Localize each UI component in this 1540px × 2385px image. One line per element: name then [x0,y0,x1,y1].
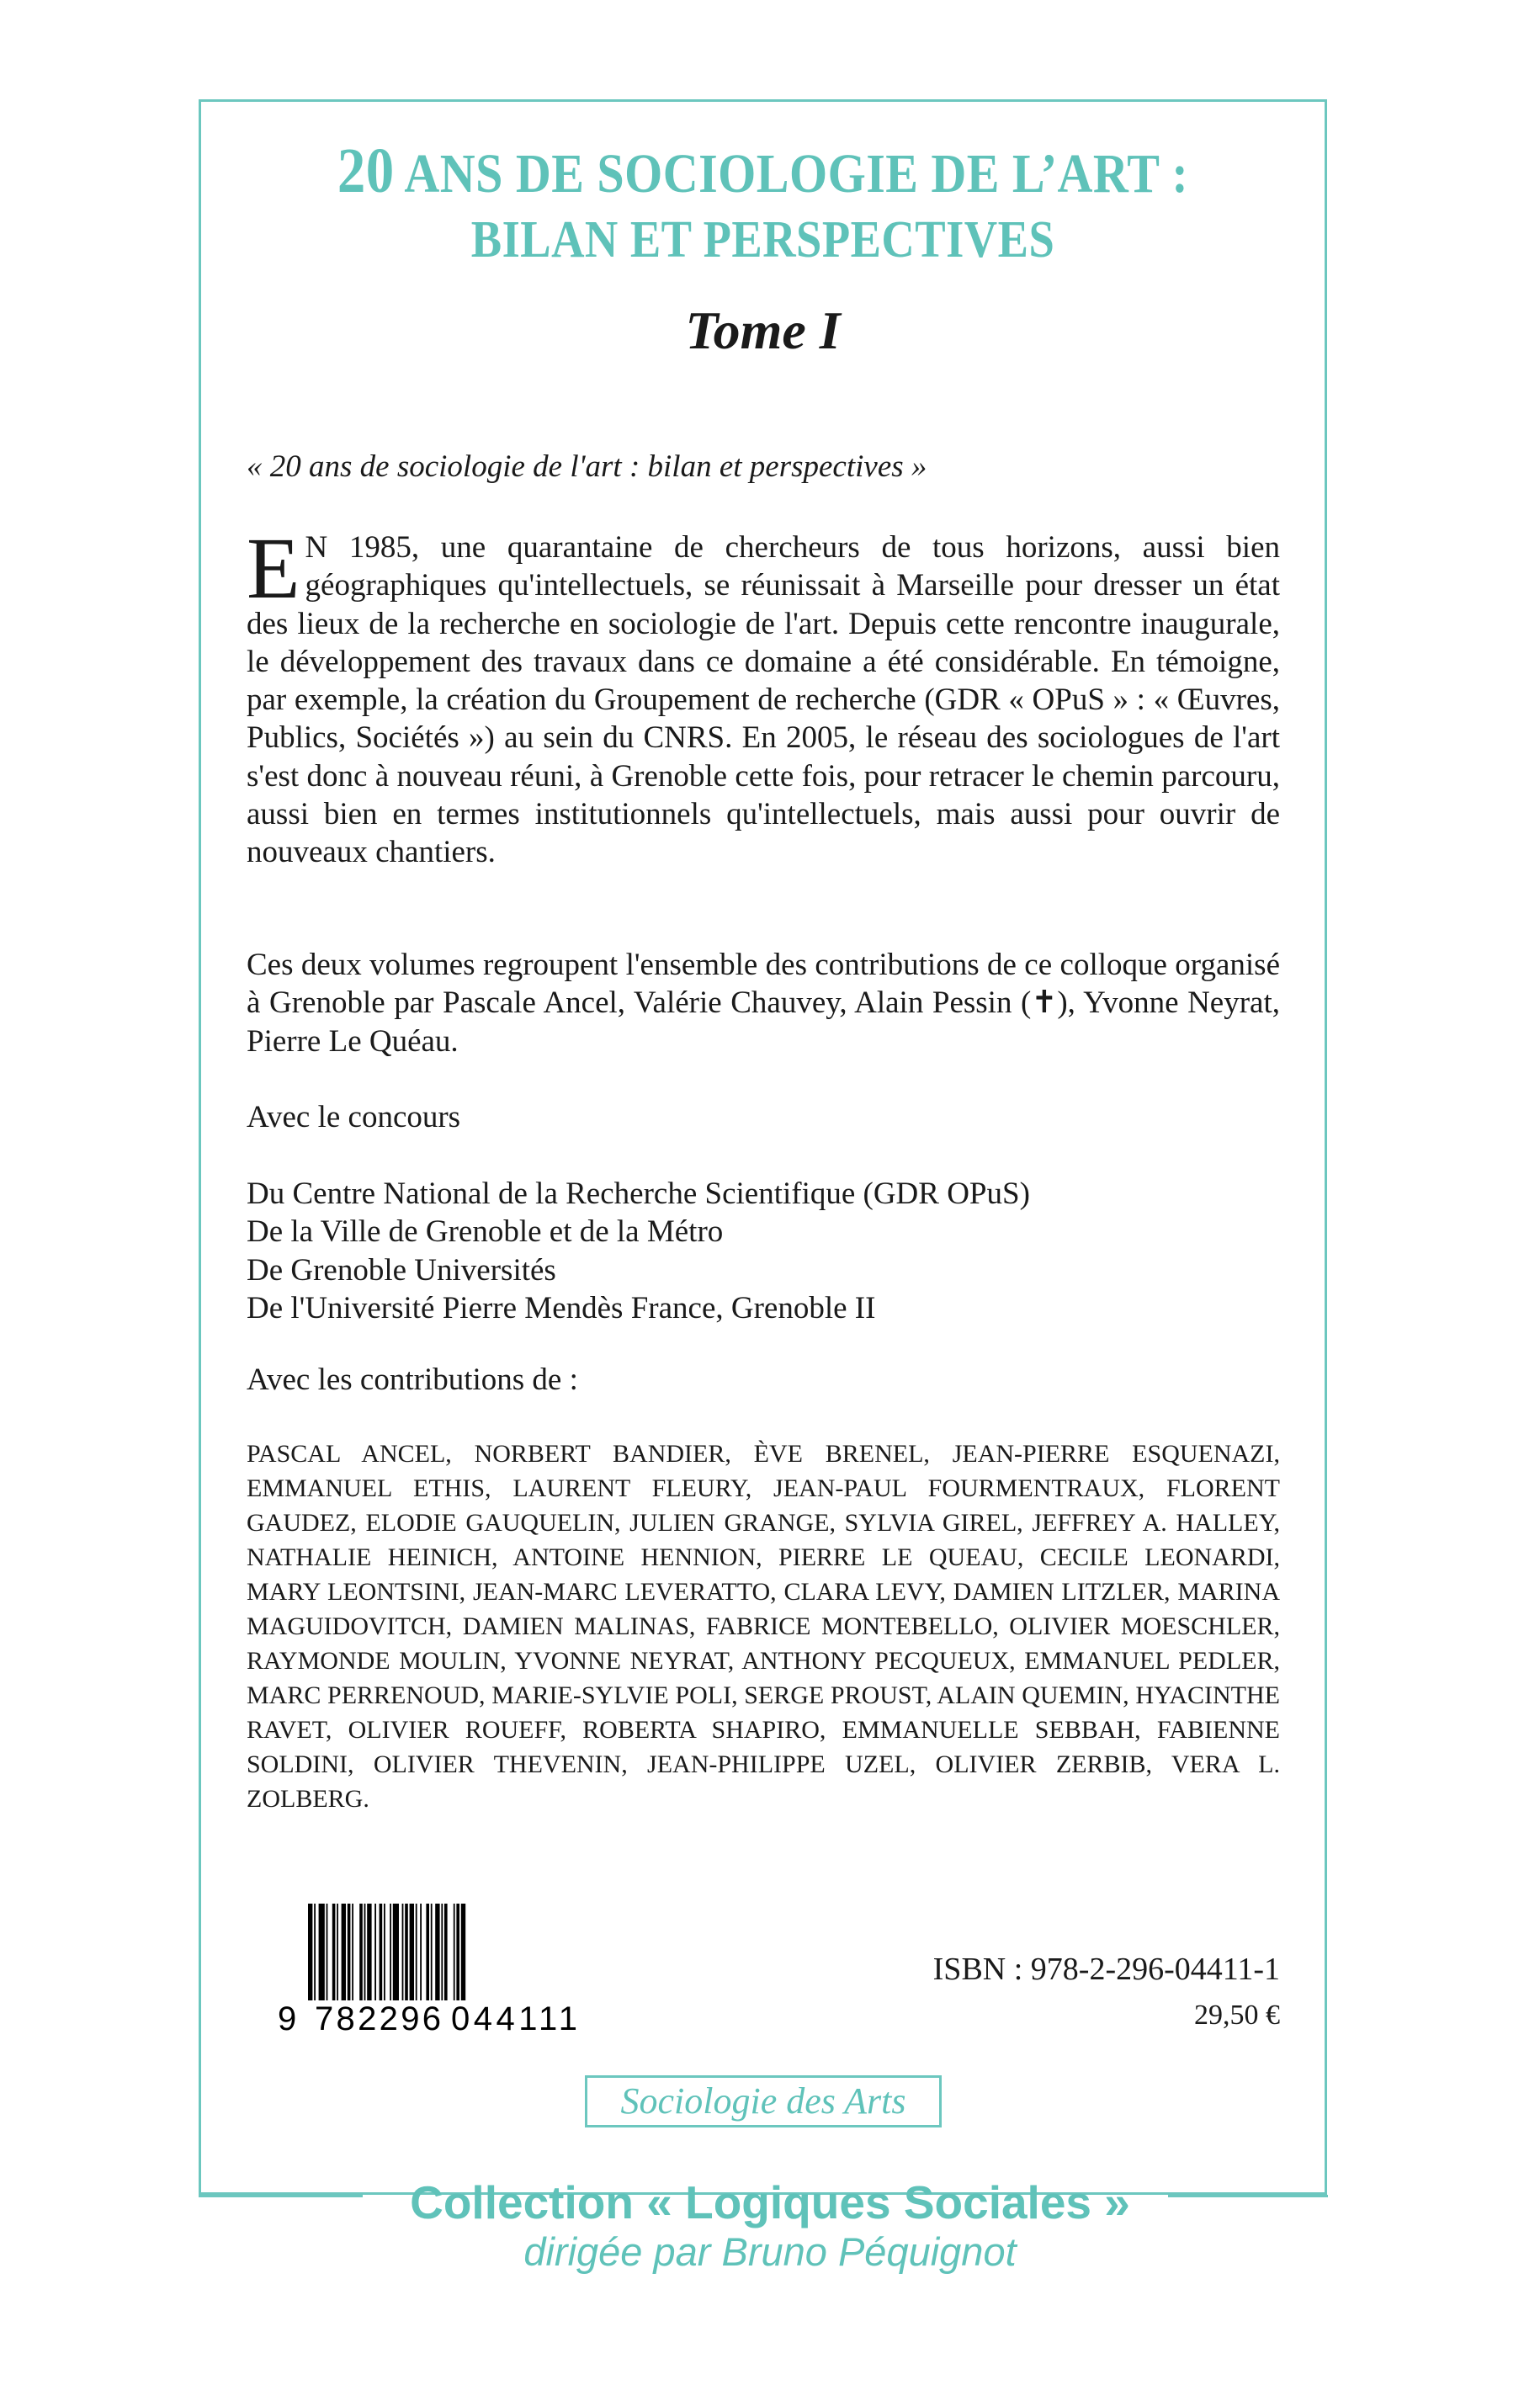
barcode-bar [426,1904,429,2000]
barcode-bar [416,1904,417,2000]
cover-frame [199,99,1327,2195]
barcode-bar [308,1904,312,2000]
contributors-list: PASCAL ANCEL, NORBERT BANDIER, ÈVE BRENEL, JEAN-PIERRE ESQUENAZI, EMMANUEL ETHIS, LAURENT FLEURY, JEAN-PAUL FOURMENTRAUX, FLORENT GAUDEZ, ELODIE GAUQUELIN, JULIEN GRANGE, SYLVIA GIREL, JEFFREY A. HALLEY, NATHALIE HEINICH, ANTOINE HENNION, PIERRE LE QUEAU, CECILE LEONARDI, MARY LEONTSINI, JEAN-MARC LEVERATTO, CLARA LEVY, DAMIEN LITZLER, MARINA MAGUIDOVITCH, DAMIEN MALINAS, FABRICE MONTEBELLO, OLIVIER MOESCHLER, RAYMONDE MOULIN, YVONNE NEYRAT, ANTHONY PECQUEUX, EMMANUEL PEDLER, MARC PERRENOUD, MARIE-SYLVIE POLI, SERGE PROUST, ALAIN QUEMIN, HYACINTHE RAVET, OLIVIER ROUEFF, ROBERTA SHAPIRO, EMMANUELLE SEBBAH, FABIENNE SOLDINI, OLIVIER THEVENIN, JEAN-PHILIPPE UZEL, OLIVIER ZERBIB, VERA L. ZOLBERG. [247,1440,1280,1813]
collection-name: Collection « Logiques Sociales » [410,2176,1130,2228]
barcode-bar [456,1904,459,2000]
barcode-bars [308,1904,465,2000]
series-label: Sociologie des Arts [585,2075,942,2127]
barcode-bar [384,1904,385,2000]
barcode-bar [319,1904,325,2000]
barcode-bar [332,1904,336,2000]
book-title-line1 [266,135,1259,208]
barcode-bar [348,1904,351,2000]
concours-label: Avec le concours [247,1100,461,1134]
barcode-bar [327,1904,328,2000]
barcode-bar [402,1904,404,2000]
barcode-digits-left: 782296 [315,2000,441,2037]
supporter-item: De Grenoble Universités [247,1252,556,1288]
barcode-bar [435,1904,439,2000]
volumes-paragraph: Ces deux volumes regroupent l'ensemble des contributions de ce colloque organisé à Grenoble par Pascale Ancel, Valérie Chauvey, Alain Pessin (✝), Yvonne Neyrat, Pierre Le Quéau. [247,948,1280,1059]
paragraph-text: N 1985, une quarantaine de chercheurs de tous horizons, aussi bien géographiques qu'intellectuels, se réunissait à Marseille pour dresser un état des lieux de la recherche en sociologie de l'art. Depuis cette rencontre inaugurale, le développement des travaux dans ce domaine a été considérable. En témoigne, par exemple, la création du Groupement de recherche (GDR « OPuS » : « Œuvres, Publics, Sociétés ») au sein du CNRS. En 2005, le réseau des sociologues de l'art s'est donc à nouveau réuni, à Grenoble cette fois, pour retracer le chemin parcouru, aussi bien en termes institutionnels qu'intellectuels, mais aussi pour ouvrir de nouveaux chantiers. [247,530,1280,870]
barcode-bar [352,1904,353,2000]
title-line1-text: ANS DE SOCIOLOGIE DE L’ART : [404,143,1189,205]
barcode-bar [314,1904,316,2000]
barcode-bar [337,1904,338,2000]
barcode-bar [342,1904,346,2000]
book-title-line2: BILAN ET PERSPECTIVES [470,211,1055,268]
supporter-item: De la Ville de Grenoble et de la Métro [247,1214,724,1250]
volume-label: Tome I [685,300,841,360]
description-paragraph [247,520,1280,872]
barcode-bar [367,1904,371,2000]
barcode-digits-right: 044111 [451,2000,577,2037]
barcode-bar [405,1904,408,2000]
barcode-bar [374,1904,376,2000]
contributions-label: Avec les contributions de : [247,1362,578,1397]
isbn: ISBN : 978-2-296-04411-1 [932,1952,1280,1987]
barcode-bar [380,1904,383,2000]
barcode-bar [444,1904,448,2000]
barcode-bar [420,1904,422,2000]
title-number: 20 [337,135,395,206]
supporter-item: Du Centre National de la Recherche Scientifique (GDR OPuS) [247,1177,1030,1211]
quoted-title: « 20 ans de sociologie de l'art : bilan et perspectives » [247,449,927,484]
collection-director: dirigée par Bruno Péquignot [523,2229,1017,2274]
barcode-bar [454,1904,455,2000]
barcode-bar [393,1904,399,2000]
barcode-bar [359,1904,363,2000]
barcode-bar [410,1904,414,2000]
supporter-item: De l'Université Pierre Mendès France, Grenoble II [247,1290,876,1325]
barcode-bar [441,1904,443,2000]
barcode-bar [390,1904,391,2000]
supporters-list [247,1175,1280,1327]
barcode [278,1904,597,2038]
barcode-bar [364,1904,366,2000]
drop-cap: E [247,520,300,617]
barcode-bar [431,1904,433,2000]
price: 29,50 € [1194,2000,1280,2031]
barcode-digit-lead: 9 [278,2000,297,2037]
barcode-bar [461,1904,465,2000]
